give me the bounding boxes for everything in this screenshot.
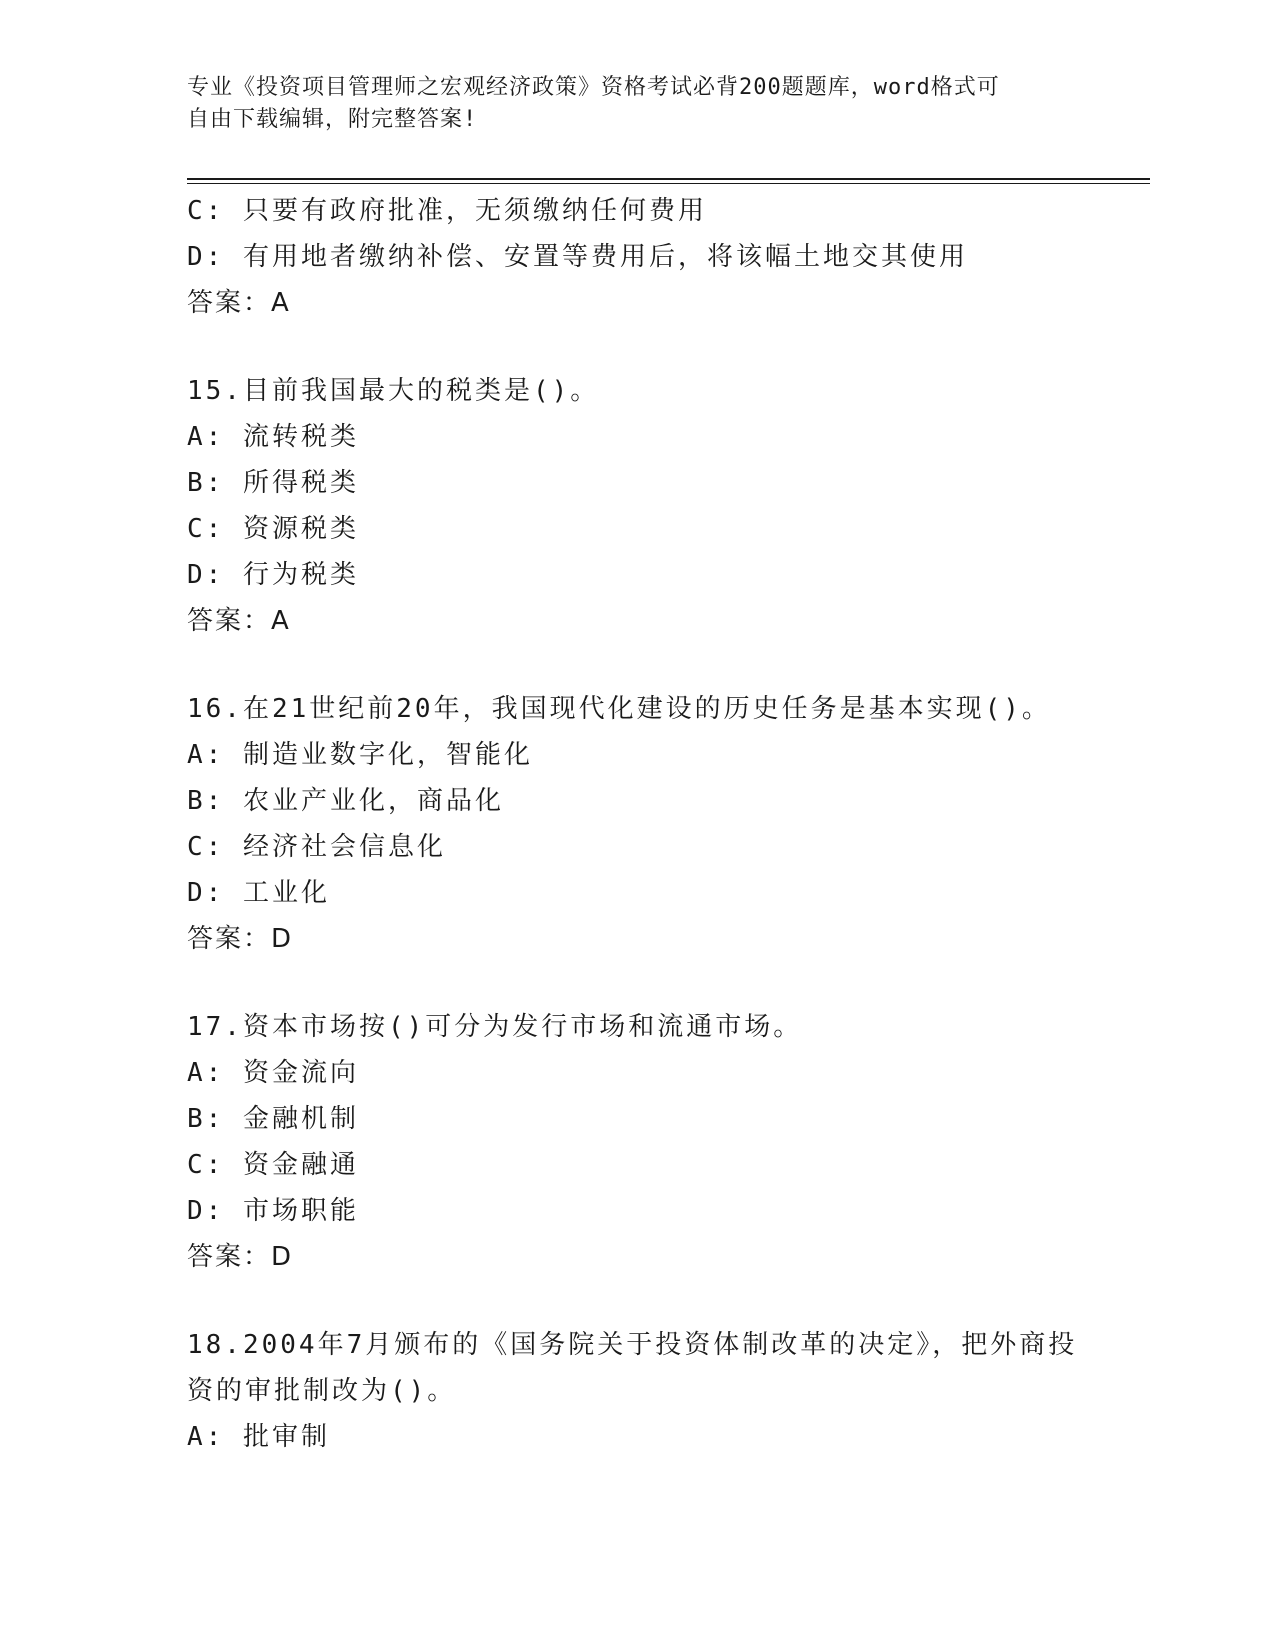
question-stem-line-2: 资的审批制改为()。: [187, 1376, 457, 1406]
question-block-16: [187, 686, 1087, 962]
question-block-15: [187, 368, 1087, 644]
document-header: [187, 72, 1067, 136]
option-d: D: 工业化: [187, 878, 330, 908]
option-a: A: 制造业数字化，智能化: [187, 740, 533, 770]
option-d: D: 有用地者缴纳补偿、安置等费用后，将该幅土地交其使用: [187, 242, 968, 272]
header-divider-thin: [187, 183, 1150, 184]
option-d: D: 市场职能: [187, 1196, 359, 1226]
question-list: [187, 188, 1087, 1460]
question-block-14: [187, 188, 1087, 326]
option-a: A: 资金流向: [187, 1058, 359, 1088]
option-b: B: 所得税类: [187, 468, 359, 498]
question-stem: 15.目前我国最大的税类是()。: [187, 376, 600, 406]
answer: 答案：A: [187, 606, 291, 636]
question-stem: 17.资本市场按()可分为发行市场和流通市场。: [187, 1012, 803, 1042]
option-c: C: 经济社会信息化: [187, 832, 446, 862]
answer: 答案：D: [187, 1242, 294, 1272]
spacer: [187, 962, 1087, 1004]
header-divider-thick: [187, 178, 1150, 180]
header-line-2: 自由下载编辑，附完整答案!: [187, 107, 478, 132]
option-d: D: 行为税类: [187, 560, 359, 590]
question-block-18: [187, 1322, 1087, 1460]
question-stem: 16.在21世纪前20年，我国现代化建设的历史任务是基本实现()。: [187, 694, 1051, 724]
question-block-17: [187, 1004, 1087, 1280]
spacer: [187, 326, 1087, 368]
option-a: A: 流转税类: [187, 422, 359, 452]
option-b: B: 农业产业化，商品化: [187, 786, 504, 816]
spacer: [187, 1280, 1087, 1322]
answer: 答案：A: [187, 288, 291, 318]
question-stem-line-1: 18.2004年7月颁布的《国务院关于投资体制改革的决定》，把外商投: [187, 1330, 1078, 1360]
header-line-1: 专业《投资项目管理师之宏观经济政策》资格考试必背200题题库，word格式可: [187, 75, 1000, 100]
option-c: C: 资金融通: [187, 1150, 359, 1180]
option-c: C: 资源税类: [187, 514, 359, 544]
option-a: A: 批审制: [187, 1422, 330, 1452]
spacer: [187, 644, 1087, 686]
option-b: B: 金融机制: [187, 1104, 359, 1134]
option-c: C: 只要有政府批准，无须缴纳任何费用: [187, 196, 707, 226]
answer: 答案：D: [187, 924, 294, 954]
